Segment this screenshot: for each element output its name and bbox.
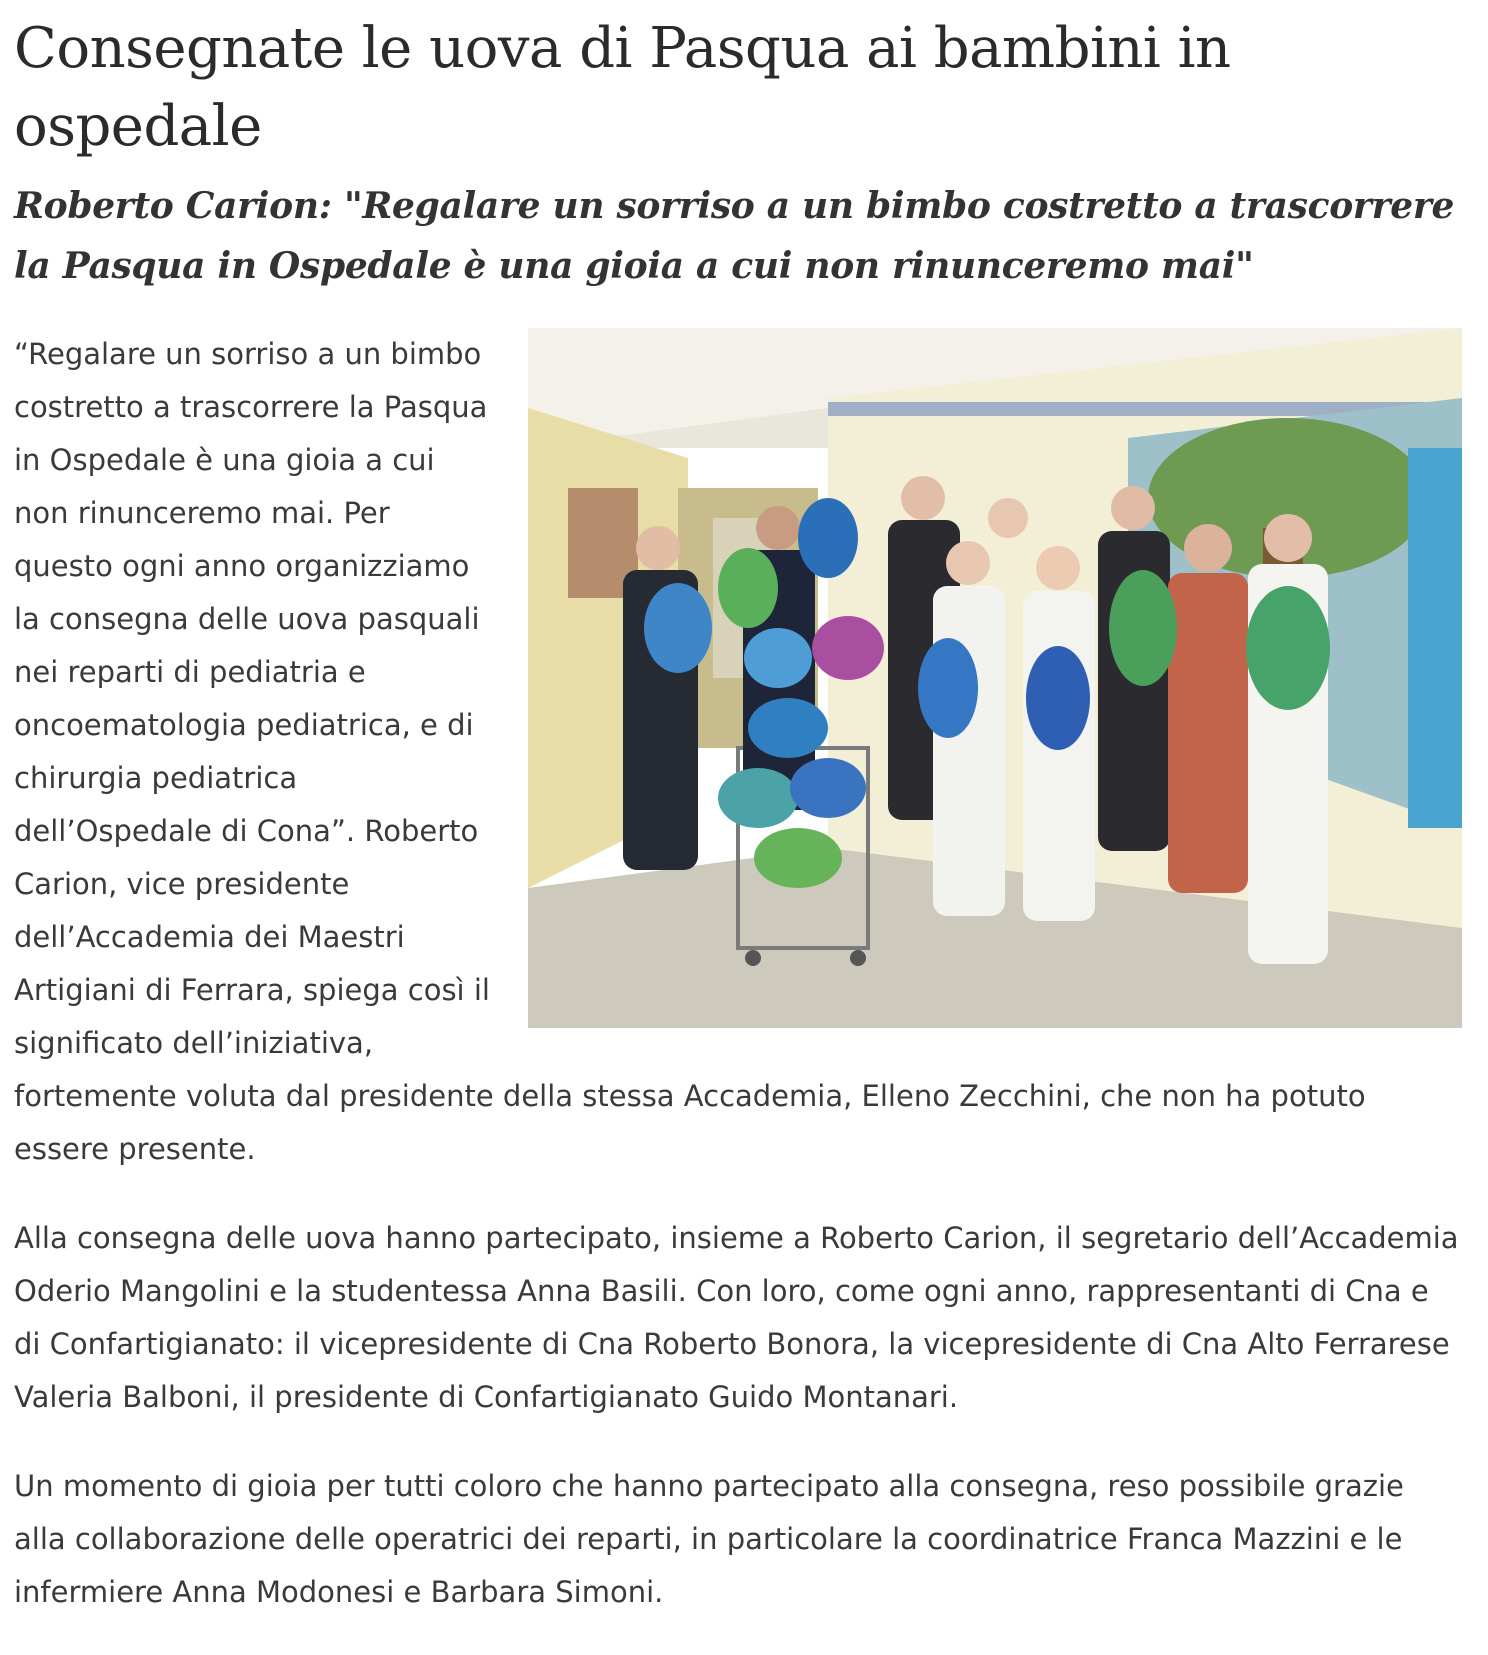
article-subtitle: Roberto Carion: "Regalare un sorriso a un bimbo costretto a trascorrere la Pasqua in Ospedale è una gioia a cui non rinunceremo mai": [14, 185, 1455, 287]
article-headline: Consegnate le uova di Pasqua ai bambini in ospedale: [14, 16, 1231, 159]
article: [14, 0, 1462, 1655]
article-paragraph: Alla consegna delle uova hanno partecipato, insieme a Roberto Carion, il segretario dell’Accademia Oderio Mangolini e la studentessa Anna Basili. Con loro, come ogni anno, rappresentanti di Cna e di Confartigianato: il vicepresidente di Cna Roberto Bonora, la vicepresidente di Cna Alto Ferrarese Valeria Balboni, il presidente di Confartigianato Guido Montanari.: [14, 1221, 1459, 1414]
article-photo: [528, 328, 1462, 1028]
article-body: [14, 328, 1462, 1619]
article-paragraph: Un momento di gioia per tutti coloro che hanno partecipato alla consegna, reso possibile grazie alla collaborazione delle operatrici dei reparti, in particolare la coordinatrice Franca Mazzini e le infermiere Anna Modonesi e Barbara Simoni.: [14, 1469, 1404, 1609]
article-paragraph: “Regalare un sorriso a un bimbo costretto a trascorrere la Pasqua in Ospedale è una gioia a cui non rinunceremo mai. Per questo ogni anno organizziamo la consegna delle uova pasquali nei reparti di pediatria e oncoematologia pediatrica, e di chirurgia pediatrica dell’Ospedale di Cona”. Roberto Carion, vice presidente dell’Accademia dei Maestri Artigiani di Ferrara, spiega così il significato dell’iniziativa, fortemente voluta dal presidente della stessa Accademia, Elleno Zecchini, che non ha potuto essere presente.: [14, 337, 1366, 1166]
